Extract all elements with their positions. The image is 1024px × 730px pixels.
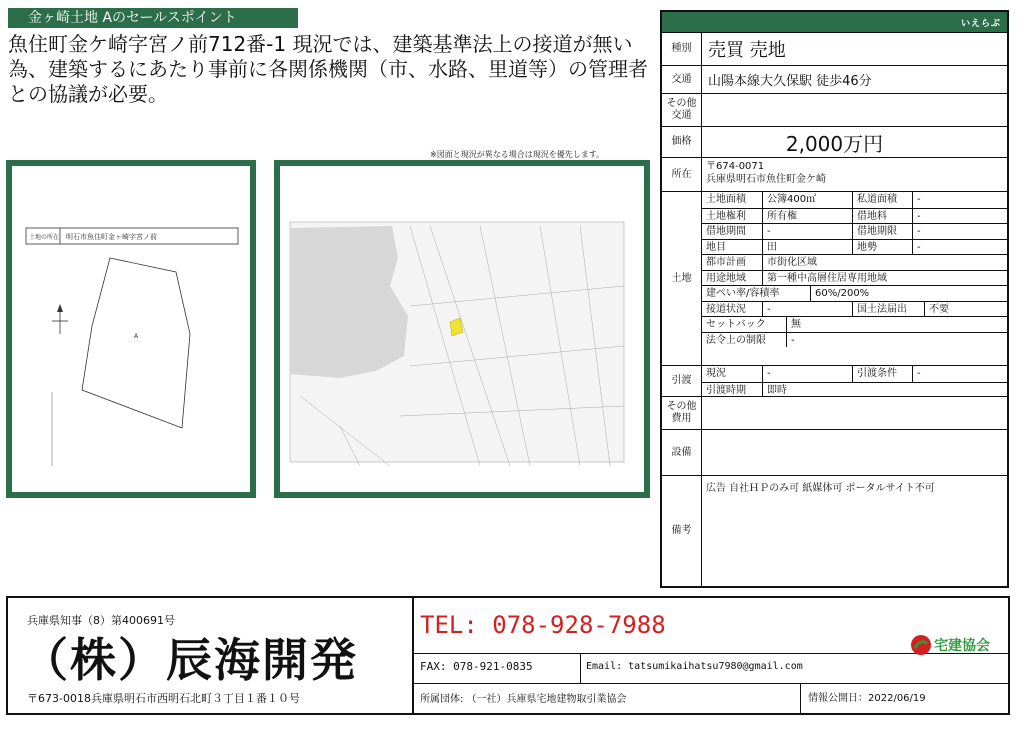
private-road-label: 私道面積 bbox=[852, 192, 912, 208]
email-address[interactable]: Email: tatsumikaihatsu7980@gmail.com bbox=[586, 661, 803, 672]
other-costs-label: その他費用 bbox=[662, 397, 702, 429]
publish-date: 情報公開日：2022/06/19 bbox=[808, 693, 926, 704]
table-header bbox=[662, 12, 1007, 32]
facilities-label: 設備 bbox=[662, 430, 702, 475]
access-label: 接道状況 bbox=[706, 303, 746, 315]
category-value: 田 bbox=[762, 240, 852, 255]
property-table bbox=[660, 10, 1009, 588]
postal-code: 〒674-0071 bbox=[706, 161, 765, 172]
page-title: 金ヶ崎土地 Aのセールスポイント bbox=[8, 8, 298, 28]
location-label: 所在 bbox=[662, 158, 702, 191]
city-plan-label: 都市計画 bbox=[706, 257, 746, 268]
footer-rule bbox=[414, 683, 1008, 684]
setback-value: 無 bbox=[786, 317, 1007, 332]
footer-divider bbox=[800, 683, 801, 713]
survey-drawing bbox=[12, 166, 250, 492]
row-type bbox=[662, 32, 1007, 65]
facilities-value bbox=[702, 430, 1007, 475]
lease-fee-label: 借地料 bbox=[852, 209, 912, 224]
other-costs-value bbox=[702, 397, 1007, 429]
zoning-label: 用途地域 bbox=[706, 272, 746, 284]
row-other-transport bbox=[662, 93, 1007, 126]
status-label: 現況 bbox=[706, 368, 726, 379]
coverage-value: 60%/200% bbox=[810, 286, 1007, 301]
lease-period-label: 借地期間 bbox=[706, 226, 746, 237]
row-facilities bbox=[662, 429, 1007, 475]
handover-label: 引渡 bbox=[662, 366, 702, 396]
price-label: 価格 bbox=[662, 127, 702, 157]
phone-number[interactable]: TEL: 078-928-7988 bbox=[420, 611, 666, 639]
condition-label: 引渡条件 bbox=[852, 366, 912, 382]
land-label: 土地 bbox=[662, 192, 702, 365]
footer-divider bbox=[412, 598, 414, 713]
license-number: 兵庫県知事（8）第400691号 bbox=[27, 614, 175, 627]
transport-value: 山陽本線大久保駅 徒歩46分 bbox=[708, 74, 872, 89]
association-icon bbox=[910, 634, 932, 656]
company-name: （株）辰海開発 bbox=[22, 633, 358, 687]
association-logo bbox=[910, 634, 990, 656]
price-value: 2,000万円 bbox=[785, 131, 884, 156]
type-label: 種別 bbox=[662, 33, 702, 65]
row-transport bbox=[662, 65, 1007, 93]
legal-label: 法令上の制限 bbox=[706, 334, 766, 346]
zoning-value: 第一種中高層住居専用地域 bbox=[762, 271, 1007, 286]
lease-period-value: - bbox=[762, 224, 852, 239]
row-land bbox=[662, 191, 1007, 365]
ierabu-mark: いえらぶ bbox=[960, 19, 1001, 29]
remarks-label: 備考 bbox=[662, 476, 702, 586]
condition-value: - bbox=[912, 366, 1007, 382]
terrain-label: 地勢 bbox=[852, 240, 912, 255]
terrain-value: - bbox=[912, 240, 1007, 255]
transport-label: 交通 bbox=[662, 66, 702, 93]
row-other-costs bbox=[662, 396, 1007, 429]
address: 兵庫県明石市魚住町金ケ崎 bbox=[706, 174, 826, 185]
drawing-note: ※図面と現況が異なる場合は現況を優先します。 bbox=[430, 150, 605, 159]
notification-value: 不要 bbox=[924, 302, 1007, 317]
survey-header-label: 土地の所在 bbox=[29, 234, 60, 241]
row-location bbox=[662, 157, 1007, 191]
row-remarks bbox=[662, 475, 1007, 586]
area-map bbox=[280, 166, 644, 492]
company-address: 〒673-0018兵庫県明石市西明石北町３丁目１番１０号 bbox=[27, 692, 300, 705]
lease-fee-value: - bbox=[912, 209, 1007, 224]
type-value: 売買 売地 bbox=[708, 40, 786, 61]
row-price bbox=[662, 126, 1007, 157]
area-label: 土地面積 bbox=[706, 194, 746, 205]
rights-label: 土地権利 bbox=[706, 210, 746, 222]
coverage-label: 建ぺい率/容積率 bbox=[706, 288, 780, 299]
access-value: - bbox=[762, 302, 852, 317]
legal-value: - bbox=[786, 333, 1007, 348]
status-value: - bbox=[762, 366, 852, 382]
notification-label: 国土法届出 bbox=[852, 302, 924, 317]
private-road-value: - bbox=[912, 192, 1007, 208]
category-label: 地目 bbox=[706, 241, 726, 253]
rights-value: 所有権 bbox=[762, 209, 852, 224]
survey-header-value: 明石市魚住町金ヶ崎字宮ノ前 bbox=[66, 233, 157, 241]
lease-limit-value: - bbox=[912, 224, 1007, 239]
timing-label: 引渡時期 bbox=[706, 384, 746, 396]
sales-point-description: 魚住町金ケ崎字宮ノ前712番-1 現況では、建築基準法上の接道が無い為、建築するにあたり事前に各関係機関（市、水路、里道等）の管理者との協議が必要。 bbox=[8, 32, 648, 106]
other-transport-value bbox=[702, 94, 1007, 126]
area-value: 公簿400㎡ bbox=[762, 192, 852, 208]
other-transport-label: その他交通 bbox=[662, 94, 702, 126]
association-name: 宅建協会 bbox=[934, 638, 990, 654]
organization: 所属団体: （一社）兵庫県宅地建物取引業協会 bbox=[420, 694, 627, 705]
setback-label: セットバック bbox=[706, 319, 766, 330]
remarks-value: 広告 自社ＨＰのみ可 紙媒体可 ポータルサイト不可 bbox=[706, 483, 935, 494]
fax-number: FAX: 078-921-0835 bbox=[420, 660, 533, 673]
footer-divider bbox=[580, 653, 581, 683]
city-plan-value: 市街化区域 bbox=[762, 255, 1007, 270]
timing-value: 即時 bbox=[762, 383, 1007, 398]
survey-map-panel bbox=[6, 160, 256, 498]
row-handover bbox=[662, 365, 1007, 396]
survey-lot-label: A bbox=[134, 333, 139, 340]
area-map-panel bbox=[274, 160, 650, 498]
lease-limit-label: 借地期限 bbox=[852, 224, 912, 239]
